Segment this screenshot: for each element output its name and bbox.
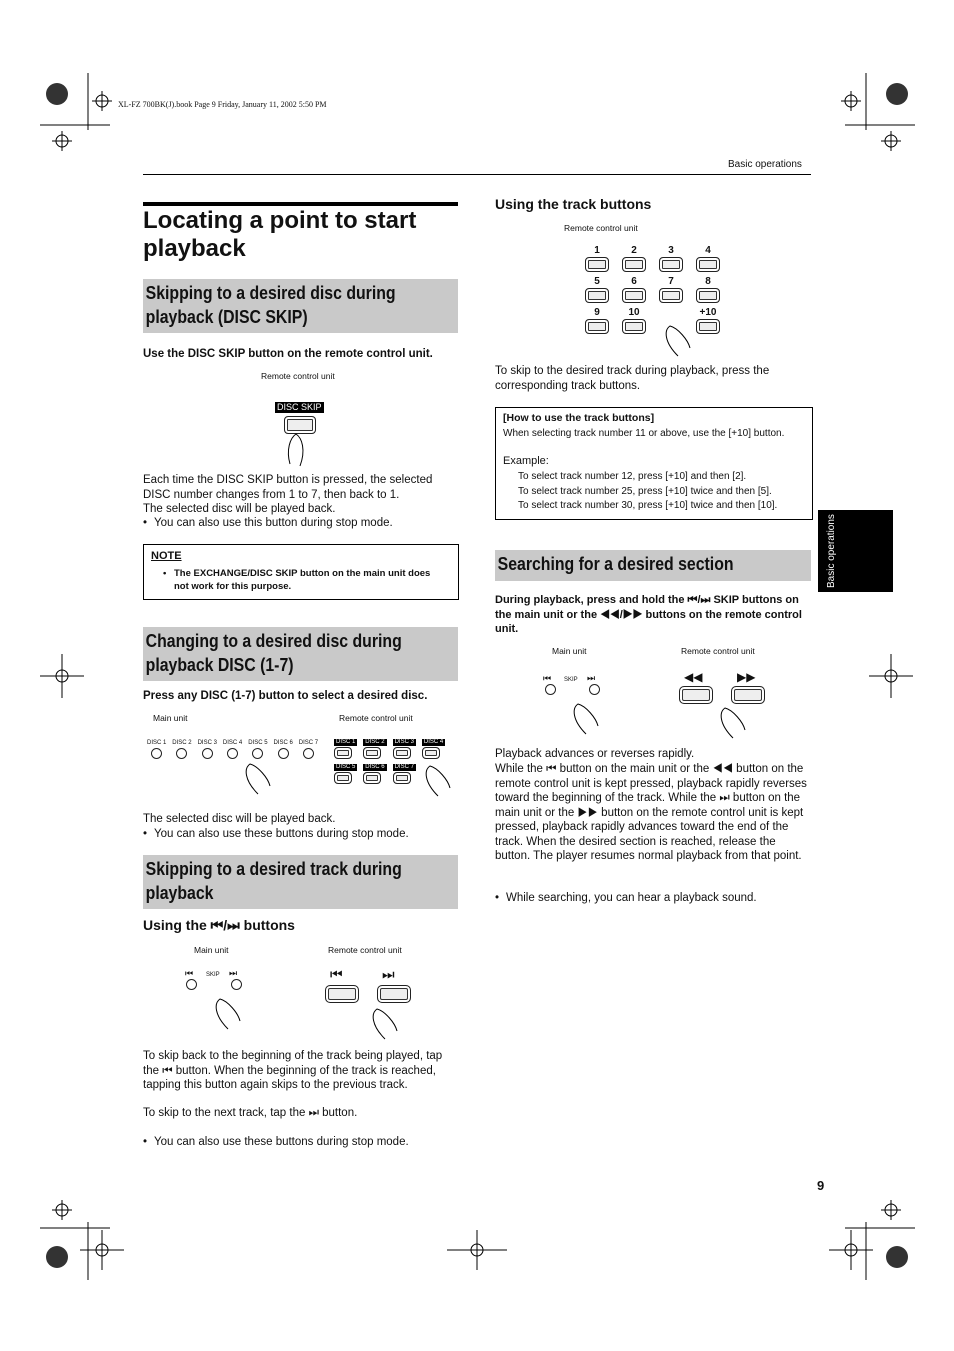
track-button[interactable] xyxy=(585,257,609,272)
track-button-label: +10 xyxy=(699,307,717,318)
disc-remote-label: DISC 3 xyxy=(394,739,414,745)
disc-skip-instruction: Use the DISC SKIP button on the remote control unit. xyxy=(143,348,433,360)
prev-icon: ⏮ xyxy=(185,968,194,978)
remote-next-icon: ⏭ xyxy=(382,966,395,982)
remote-next-button[interactable] xyxy=(377,985,411,1003)
example-line: To select track number 30, press [+10] twice and then [10]. xyxy=(518,500,778,511)
disc-remote-label: DISC 6 xyxy=(365,764,385,770)
finger-icon xyxy=(367,1005,407,1045)
disc-skip-caption: Remote control unit xyxy=(261,371,335,381)
disc-main-label: DISC 2 xyxy=(172,740,192,746)
section-heading-disc-skip: Skipping to a desired disc during playback (DISC SKIP) xyxy=(143,279,458,333)
disc-remote-button[interactable] xyxy=(363,747,381,759)
disc-main-button[interactable] xyxy=(202,748,213,759)
track-skip-body-1: To skip back to the beginning of the track being played, tap the ⏮ button. When the beginning of the track is reached, tapping this button again skips to the previous track. xyxy=(143,1050,443,1091)
disc-main-button[interactable] xyxy=(303,748,314,759)
disc-main-button[interactable] xyxy=(278,748,289,759)
track-skip-body-2: To skip to the next track, tap the ⏭ button. xyxy=(143,1107,358,1119)
skip-label: SKIP xyxy=(206,972,220,978)
disc-main-label: DISC 4 xyxy=(222,740,243,746)
main-prev-button[interactable] xyxy=(545,684,556,695)
note-title: NOTE xyxy=(151,550,182,562)
print-header: XL-FZ 700BK(J).book Page 9 Friday, January 11, 2002 5:50 PM xyxy=(118,100,327,109)
side-tab: Basic operations xyxy=(818,510,893,592)
disc-17-caption-main: Main unit xyxy=(153,713,188,723)
header-rule xyxy=(143,174,811,175)
disc-main-label: DISC 3 xyxy=(197,740,217,746)
track-button-label: 7 xyxy=(668,276,674,287)
track-button-label: 3 xyxy=(668,245,674,256)
disc-skip-label: DISC SKIP xyxy=(277,402,322,412)
track-button[interactable] xyxy=(696,257,720,272)
track-help-text: When selecting track number 11 or above, use the [+10] button. xyxy=(503,428,785,439)
search-caption-main: Main unit xyxy=(552,646,587,656)
main-next-button[interactable] xyxy=(589,684,600,695)
track-button[interactable] xyxy=(659,288,683,303)
example-line: To select track number 12, press [+10] and then [2]. xyxy=(518,471,747,482)
search-instruction: During playback, press and hold the ⏮/⏭ SKIP buttons on the main unit or the ◀◀/▶▶ buttons on the remote control unit. xyxy=(495,594,802,635)
disc-main-button[interactable] xyxy=(151,748,162,759)
disc-remote-button[interactable] xyxy=(422,747,440,759)
search-bullet: • While searching, you can hear a playback sound. xyxy=(495,891,811,906)
disc-remote-label: DISC 5 xyxy=(336,764,356,770)
track-button[interactable] xyxy=(622,288,646,303)
disc-remote-label: DISC 4 xyxy=(423,739,444,745)
finger-icon xyxy=(210,995,250,1035)
remote-fast-forward-button[interactable] xyxy=(731,686,765,704)
track-button[interactable] xyxy=(585,288,609,303)
disc-remote-label: DISC 2 xyxy=(365,739,385,745)
track-button-label: 2 xyxy=(631,245,637,256)
track-skip-bullet: • You can also use these buttons during stop mode. xyxy=(143,1135,458,1150)
page-title: Locating a point to start playback xyxy=(143,207,417,262)
track-button-label: 5 xyxy=(594,276,600,287)
search-body-2: While the ⏮ button on the main unit or the ◀◀ button on the remote control unit is kept pressed, playback rapidly reverses toward the beginning of the track. While the ⏭ button on the main unit or the ▶▶ button on the remote control unit is kept pressed, playback rapidly advances toward the end of the track. When the desired section is reached, release the button. The player resumes normal playback from that point. xyxy=(495,763,807,862)
remote-rewind-button[interactable] xyxy=(679,686,713,704)
track-help-box xyxy=(495,407,813,520)
disc-17-body: The selected disc will be played back. xyxy=(143,813,336,825)
section-heading-track-skip: Skipping to a desired track during playback xyxy=(143,855,458,909)
track-button[interactable] xyxy=(622,319,646,334)
prev-icon: ⏮ xyxy=(543,673,552,683)
finger-icon xyxy=(284,420,324,468)
track-button-label: 9 xyxy=(594,307,600,318)
disc-main-button[interactable] xyxy=(227,748,238,759)
disc-remote-label: DISC 7 xyxy=(394,764,414,770)
track-button[interactable] xyxy=(585,319,609,334)
track-button-label: 6 xyxy=(631,276,637,287)
main-next-button[interactable] xyxy=(231,979,242,990)
section-heading-search: Searching for a desired section xyxy=(495,550,811,581)
search-body-1: Playback advances or reverses rapidly. xyxy=(495,748,695,760)
skip-label: SKIP xyxy=(564,677,578,683)
finger-icon xyxy=(660,322,700,362)
finger-icon xyxy=(420,762,460,802)
finger-icon xyxy=(715,704,755,744)
note-box xyxy=(143,544,459,600)
rewind-icon: ◀◀ xyxy=(684,670,703,684)
disc-main-label: DISC 5 xyxy=(248,740,268,746)
disc-remote-button[interactable] xyxy=(393,747,411,759)
next-icon: ⏭ xyxy=(587,673,596,683)
disc-skip-bullet: • You can also use this button during stop mode. xyxy=(143,516,458,531)
track-button-label: 1 xyxy=(594,245,600,256)
disc-remote-button[interactable] xyxy=(393,772,411,784)
track-skip-caption-main: Main unit xyxy=(194,945,229,955)
finger-icon xyxy=(240,760,280,800)
search-caption-remote: Remote control unit xyxy=(681,646,755,656)
remote-prev-icon: ⏮ xyxy=(330,966,343,982)
remote-prev-button[interactable] xyxy=(325,985,359,1003)
track-button[interactable] xyxy=(622,257,646,272)
disc-remote-button[interactable] xyxy=(334,747,352,759)
page-number: 9 xyxy=(817,1178,825,1193)
disc-remote-label: DISC 1 xyxy=(336,739,356,745)
track-help-example: Example: xyxy=(503,455,549,467)
fast-forward-icon: ▶▶ xyxy=(737,670,756,684)
next-icon: ⏭ xyxy=(229,968,238,978)
track-buttons-subheading: Using the track buttons xyxy=(495,196,652,212)
main-prev-button[interactable] xyxy=(186,979,197,990)
disc-17-caption-remote: Remote control unit xyxy=(339,713,413,723)
track-skip-caption-remote: Remote control unit xyxy=(328,945,402,955)
running-header: Basic operations xyxy=(728,159,802,170)
track-button[interactable] xyxy=(659,257,683,272)
track-skip-subheading: Using the ⏮/⏭ buttons xyxy=(143,917,295,933)
track-help-examples xyxy=(518,470,777,514)
disc-main-label: DISC 7 xyxy=(298,740,319,746)
disc-17-instruction: Press any DISC (1-7) button to select a desired disc. xyxy=(143,690,428,702)
disc-remote-button[interactable] xyxy=(363,772,381,784)
track-button-label: 10 xyxy=(628,307,640,318)
disc-17-bullet: • You can also use these buttons during stop mode. xyxy=(143,827,458,842)
example-line: To select track number 25, press [+10] twice and then [5]. xyxy=(518,485,772,497)
disc-main-label: DISC 1 xyxy=(147,740,167,746)
track-help-title: [How to use the track buttons] xyxy=(503,412,655,424)
disc-main-label: DISC 6 xyxy=(273,740,293,746)
track-button[interactable] xyxy=(696,288,720,303)
note-text: • The EXCHANGE/DISC SKIP button on the main unit does not work for this purpose. xyxy=(163,567,443,593)
track-button-label: 8 xyxy=(705,276,711,287)
disc-skip-body: Each time the DISC SKIP button is pressed, the selected DISC number changes from 1 to 7, then back to 1. The selected disc will be played back. xyxy=(143,474,433,515)
track-button-label: 4 xyxy=(705,245,711,256)
disc-remote-button[interactable] xyxy=(334,772,352,784)
track-buttons-caption: Remote control unit xyxy=(564,223,638,233)
title-rule xyxy=(143,202,458,206)
track-buttons-body: To skip to the desired track during playback, press the corresponding track buttons. xyxy=(495,365,770,392)
section-heading-disc-17: Changing to a desired disc during playback DISC (1-7) xyxy=(143,627,458,681)
finger-icon xyxy=(568,700,608,740)
